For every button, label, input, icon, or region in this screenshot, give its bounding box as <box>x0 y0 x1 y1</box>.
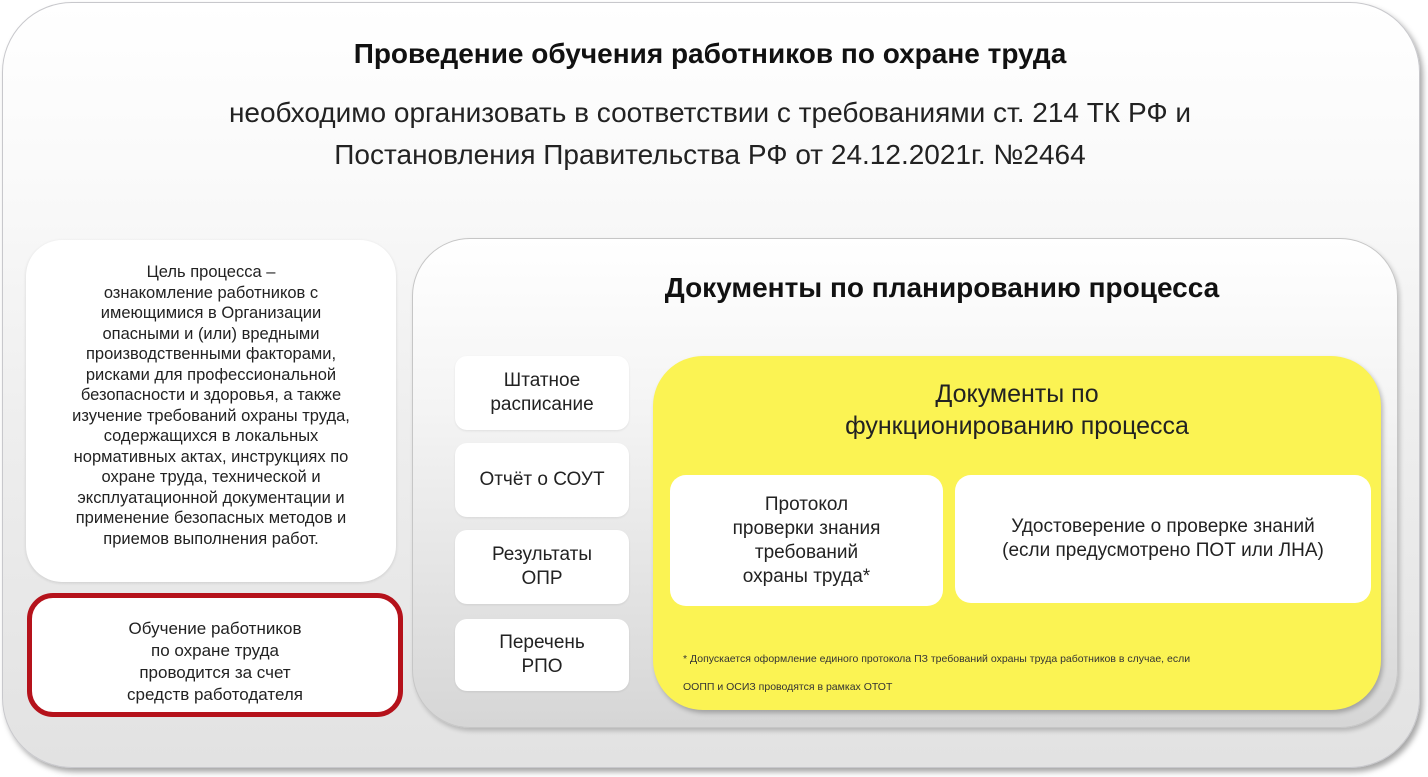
goal-line: эксплуатационной документации и <box>77 488 345 507</box>
funding-line: по охране труда <box>151 641 279 660</box>
doc-label: расписание <box>490 394 594 415</box>
doc-label: Перечень <box>499 632 585 653</box>
subtitle-line: необходимо организовать в соответствии с требованиями ст. 214 ТК РФ и <box>228 97 1192 128</box>
funding-line: средств работодателя <box>126 685 303 704</box>
process-goal-box <box>26 240 396 582</box>
functioning-title-line: Документы по <box>935 380 1099 408</box>
goal-line: Цель процесса – <box>146 263 276 281</box>
doc-sout-report <box>455 443 629 517</box>
protocol-line: Протокол <box>764 493 849 515</box>
goal-line: нормативных актах, инструкциях по <box>73 447 349 466</box>
funding-line: Обучение работников <box>128 619 302 638</box>
subtitle-line: Постановления Правительства РФ от 24.12.2021г. №2464 <box>334 139 1086 170</box>
goal-line: применение безопасных методов и <box>75 509 347 527</box>
funding-line: проводится за счет <box>139 663 291 682</box>
goal-line: изучение требований охраны труда, <box>72 406 350 425</box>
planning-title: Документы по планированию процесса <box>664 272 1220 303</box>
functioning-title-line: функционированию процесса <box>845 412 1189 440</box>
funding-note-box <box>27 593 403 717</box>
doc-label: Отчёт о СОУТ <box>479 469 605 490</box>
goal-line: охране труда, технической и <box>101 468 321 486</box>
protocol-line: требований <box>754 541 859 563</box>
goal-line: производственными факторами, <box>85 345 337 363</box>
goal-line: содержащихся в локальных <box>103 427 319 445</box>
doc-rpo-list <box>455 619 629 691</box>
doc-label: Результаты <box>491 544 593 565</box>
protocol-line: охраны труда* <box>742 565 871 587</box>
goal-line: приемов выполнения работ. <box>103 529 319 548</box>
goal-line: опасными и (или) вредными <box>102 324 320 343</box>
goal-line: рисками для профессиональной <box>85 365 337 384</box>
goal-line: ознакомление работников с <box>103 283 319 302</box>
goal-line: имеющимися в Организации <box>100 304 322 322</box>
doc-staff-schedule <box>455 356 629 430</box>
page-title: Проведение обучения работников по охране труда <box>353 38 1067 69</box>
footnote-line: ООПП и ОСИЗ проводятся в рамках ОТОТ <box>683 681 893 693</box>
doc-label: Штатное <box>503 370 581 391</box>
footnote-line: * Допускается оформление единого протокола ПЗ требований охраны труда работников в случае, если <box>683 653 1191 665</box>
certificate-card <box>955 475 1371 603</box>
protocol-line: проверки знания <box>732 517 881 539</box>
goal-line: безопасности и здоровья, а также <box>80 386 342 404</box>
certificate-line: (если предусмотрено ПОТ или ЛНА) <box>1002 540 1324 561</box>
doc-opr-results <box>455 530 629 604</box>
footnote <box>683 645 1343 701</box>
protocol-card <box>670 475 943 606</box>
doc-label: ОПР <box>521 568 563 589</box>
page-subtitle <box>110 92 1310 176</box>
doc-label: РПО <box>521 656 563 677</box>
certificate-line: Удостоверение о проверке знаний <box>1011 516 1315 537</box>
functioning-title <box>653 378 1381 442</box>
